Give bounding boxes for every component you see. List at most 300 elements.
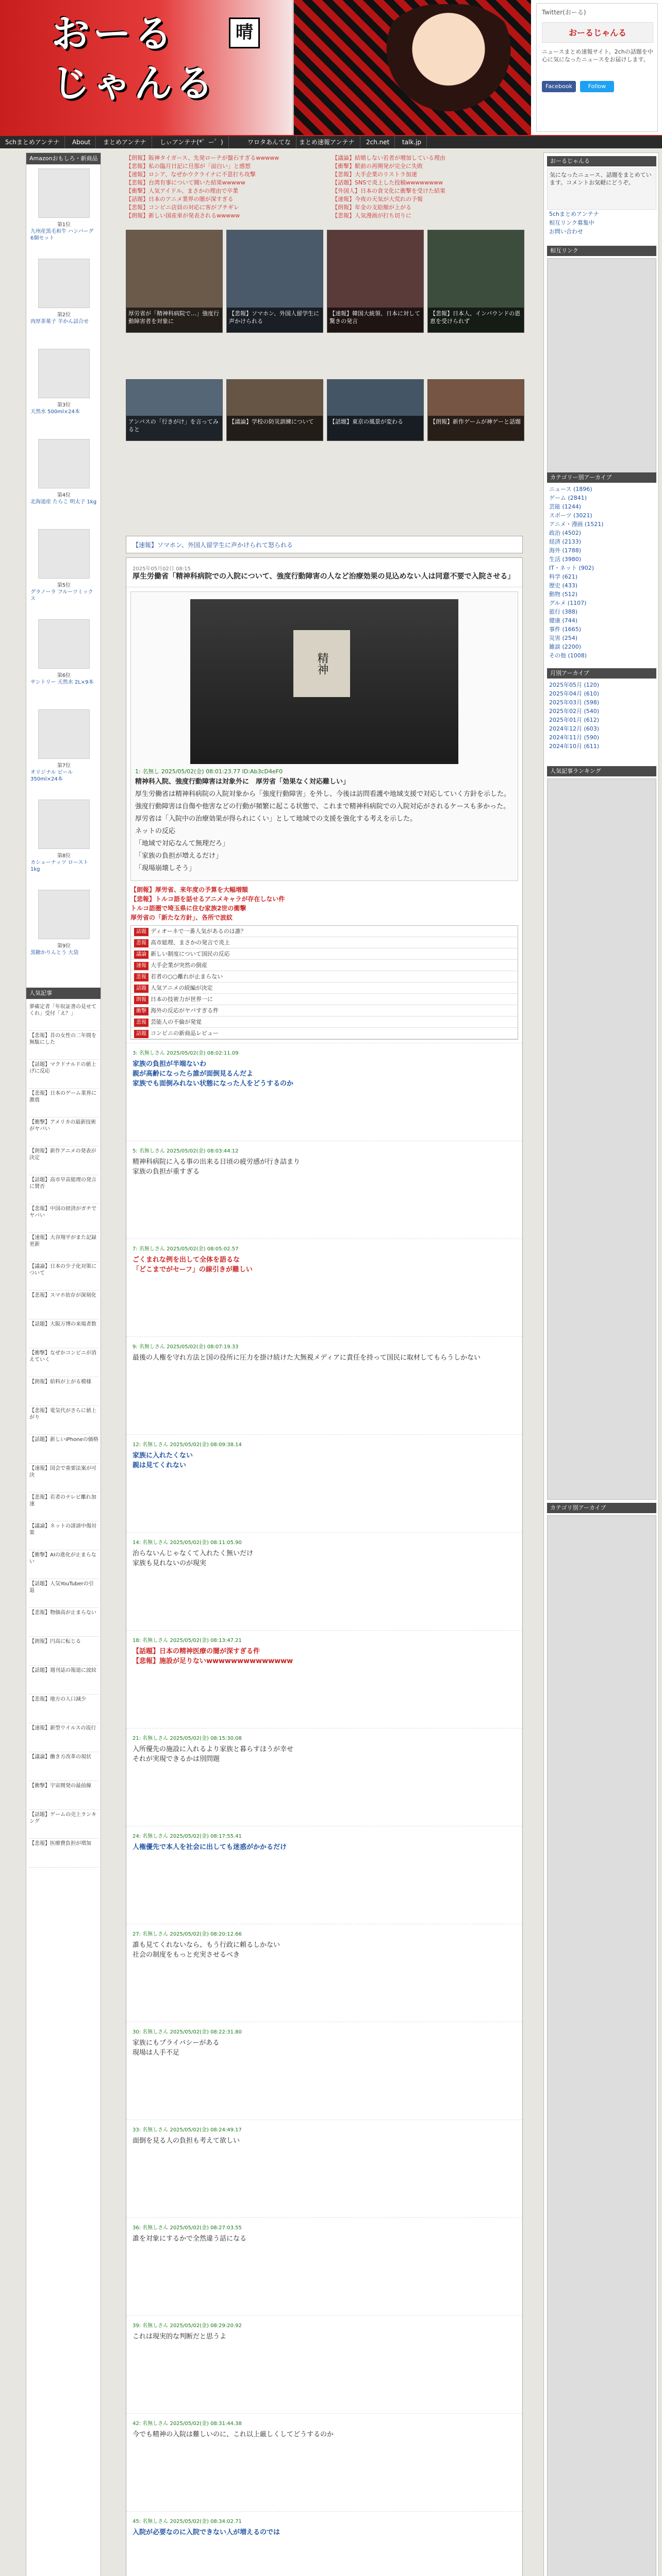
ranking-item[interactable]	[29, 1089, 98, 1117]
ranking-item[interactable]	[29, 1694, 98, 1723]
comment-body: ごくまれな例を出して全体を語るな 「どこまでがセーフ」の線引きが難しい	[133, 1256, 253, 1274]
link-text[interactable]: 人気アニメの続編が決定	[151, 985, 213, 991]
ranking-item[interactable]	[29, 1752, 98, 1781]
comment-header: 42: 名無しさん 2025/05/02(金) 08:31:44.38	[133, 2421, 242, 2427]
comment-header: 18: 名無しさん 2025/05/02(金) 08:13:47.21	[133, 1638, 242, 1643]
link-tag: 話題	[134, 985, 148, 993]
quote-paragraph: 厚生労働省は精神科病院の入院対象から「強度行動障害」を外し、今後は訪問看護や地域支援で対応していく方針を示した。	[135, 790, 511, 798]
top-link[interactable]: 【外国人】日本の食文化に衝撃を受けた結果	[332, 188, 445, 194]
product-rank: 第2位	[57, 312, 71, 318]
comment	[126, 2413, 522, 2511]
comment-header: 45: 名無しさん 2025/05/02(金) 08:34:02.71	[133, 2519, 242, 2524]
category-link[interactable]: スポーツ (3021)	[549, 512, 592, 519]
comment	[126, 2217, 522, 2315]
month-link[interactable]: 2025年04月 (610)	[549, 690, 600, 697]
comment-body: 人権優先で本人を社会に出しても迷惑がかかるだけ	[133, 1843, 287, 1851]
product-rank: 第3位	[57, 402, 71, 408]
link-tag: 悲報	[134, 1019, 148, 1027]
top-link[interactable]: 【速報】ロシア、なぜかウクライナに不意打ち攻撃	[126, 171, 256, 178]
ranking-item-title[interactable]: 【話題】高市早苗総理の発言に賛否	[29, 1177, 96, 1190]
category-link[interactable]: 雑談 (2200)	[549, 643, 582, 650]
thumbnail-caption[interactable]: 【話題】東京の風景が変わる	[327, 416, 423, 440]
amazon-widget-title: Amazonおもしろ・新商品	[26, 153, 101, 164]
thumbnail-card[interactable]	[427, 379, 524, 441]
ranking-item-title[interactable]: 【朗報】新作アニメの発表が決定	[29, 1148, 96, 1161]
ranking-item[interactable]	[29, 1204, 98, 1233]
amazon-item[interactable]	[30, 890, 97, 977]
top-link[interactable]: 【朗報】阪神タイガース、先発ローテが盤石すぎるwwwww	[126, 155, 279, 161]
link-text[interactable]: コンビニの新商品レビュー	[151, 1030, 219, 1037]
product-image[interactable]	[38, 168, 90, 218]
ranking-item-title[interactable]: 【議論】日本の少子化対策について	[29, 1264, 96, 1276]
product-title[interactable]: カシューナッツ ロースト 1kg	[30, 860, 89, 872]
link-text[interactable]: 海外の反応がヤバすぎる件	[151, 1007, 219, 1014]
comment	[126, 2120, 522, 2217]
ranking-item-title[interactable]: 【悲報】電気代がさらに値上がり	[29, 1408, 96, 1420]
ranking-item[interactable]	[29, 1031, 98, 1060]
comment	[126, 2315, 522, 2413]
thumbnail-caption[interactable]: 【悲報】日本人、インバウンドの恩恵を受けられず	[428, 308, 524, 332]
header	[0, 0, 662, 135]
product-title[interactable]: 黒糖かりんとう 大袋	[30, 950, 79, 956]
ranking-item-title[interactable]: 【議論】働き方改革の現状	[29, 1754, 91, 1760]
quote-text	[135, 777, 514, 873]
product-image[interactable]	[38, 619, 90, 669]
related-red-link[interactable]: 【朗報】厚労省、来年度の予算を大幅増額	[130, 886, 249, 893]
top-link[interactable]: 【悲報】人気漫画が打ち切りに	[332, 212, 411, 219]
category-link[interactable]: 旅行 (388)	[549, 608, 578, 615]
related-box-link[interactable]	[131, 926, 518, 937]
ranking-item[interactable]	[29, 1002, 98, 1031]
product-image[interactable]	[38, 529, 90, 579]
thumbnail-card[interactable]	[126, 230, 223, 333]
ranking-item[interactable]	[29, 1233, 98, 1262]
ranking-item[interactable]	[29, 1377, 98, 1406]
category-link[interactable]: 芸能 (1244)	[549, 503, 582, 510]
product-rank: 第6位	[57, 673, 71, 679]
quote-paragraph: 「家族の負担が増えるだけ」	[135, 852, 223, 860]
month-widget-title: 月別アーカイブ	[547, 668, 656, 679]
month-list	[547, 679, 656, 753]
ranking-item[interactable]	[29, 1464, 98, 1493]
comment-body: 誰を対象にするかで全然違う話になる	[133, 2235, 247, 2243]
product-rank: 第7位	[57, 763, 71, 769]
amazon-item[interactable]	[30, 709, 97, 797]
comment	[126, 1924, 522, 2022]
facebook-button[interactable]: Facebook	[542, 81, 576, 92]
comment	[126, 1336, 522, 1434]
about-widget-desc: 気になったニュース、話題をまとめています。コメントお気軽にどうぞ。	[547, 168, 656, 210]
related-red-link[interactable]: トルコ語圏で埼玉県に住む家族2世の衝撃	[130, 905, 246, 912]
article-date: 2025年05月02日 08:15	[133, 566, 191, 572]
thumbnail-card[interactable]	[226, 230, 323, 333]
comment-body: 最後の人権を守れ方法と国の役所に圧力を掛け続けた大無視メディアに責任を持って国民に取材してもらうしかない	[133, 1354, 481, 1362]
category-link[interactable]: 動物 (512)	[549, 591, 578, 598]
ranking-item[interactable]	[29, 1406, 98, 1435]
comment	[126, 1141, 522, 1239]
amazon-item[interactable]	[30, 349, 97, 436]
link-tag: 速報	[134, 962, 148, 970]
quote-paragraph: 精神科入院、強度行動障害は対象外に 厚労省「効果なく対応難しい」	[135, 778, 350, 786]
ranking-item[interactable]	[29, 1117, 98, 1146]
product-rank: 第9位	[57, 943, 71, 949]
top-link[interactable]: 【話題】SNSで炎上した投稿wwwwwwww	[332, 179, 443, 186]
category-link[interactable]: 健康 (744)	[549, 617, 578, 624]
product-title[interactable]: グラノーラ フルーツミックス	[30, 589, 93, 602]
nav-item-talkjp[interactable]: talk.jp	[397, 136, 427, 148]
month-link[interactable]: 2024年10月 (611)	[549, 743, 600, 750]
top-link[interactable]: 【悲報】大手企業のリストラ加速	[332, 171, 417, 178]
comment	[126, 1826, 522, 1924]
article-title[interactable]: 厚生労働省「精神科病院での入院について、強度行動障害の人など治療効果の見込めない人は同意不要で入院させる」	[133, 572, 515, 581]
ranking-item-title[interactable]: 【話題】新しいiPhoneの価格	[29, 1437, 98, 1443]
category-link[interactable]: 経済 (2133)	[549, 538, 582, 545]
ranking-item[interactable]	[29, 1723, 98, 1752]
link-tag: 衝撃	[134, 1007, 148, 1015]
ranking-item[interactable]	[29, 1550, 98, 1579]
category-link[interactable]: ニュース (1896)	[549, 486, 592, 493]
ranking-item[interactable]	[29, 1839, 98, 1868]
right-sidebar	[543, 152, 659, 2576]
month-widget	[547, 668, 656, 753]
nav-item-sokuhou[interactable]: まとめ速報アンテナ	[294, 136, 360, 148]
thumbnail-caption[interactable]: 【速報】韓国大統領、日本に対して驚きの発言	[327, 308, 423, 332]
link-tag: 悲報	[134, 939, 148, 947]
link-banner-area[interactable]	[547, 258, 656, 474]
ranking-item[interactable]	[29, 1146, 98, 1175]
product-image[interactable]	[38, 890, 90, 939]
thumbnail-caption[interactable]: 【悲報】ソマホン、外国人留学生に声かけられる	[227, 308, 323, 332]
ranking-item-title[interactable]: 【話題】週刊誌の報道に波紋	[29, 1668, 96, 1673]
thumbnail-card[interactable]	[327, 230, 424, 333]
ranking-image-area[interactable]	[547, 778, 656, 1500]
about-link[interactable]: お問い合わせ	[549, 228, 583, 235]
product-image[interactable]	[38, 709, 90, 759]
product-rank: 第1位	[57, 222, 71, 228]
ranking-item-title[interactable]: 【衝撃】AIの進化が止まらない	[29, 1552, 96, 1565]
about-link[interactable]: 相互リンク募集中	[549, 219, 594, 226]
comment-list	[126, 1043, 522, 2576]
category-list	[547, 483, 656, 662]
quote-paragraph: 強度行動障害は自傷や他害などの行動が頻繁に起こる状態で、これまで精神科病院での入院対応がされるケースも多かった。	[135, 803, 510, 810]
ranking-item[interactable]	[29, 1291, 98, 1319]
about-link[interactable]: 5chまとめアンテナ	[549, 211, 599, 217]
related-box-link[interactable]	[131, 971, 518, 982]
comment	[126, 1630, 522, 1728]
left-sidebar	[26, 152, 101, 2576]
comment	[126, 2022, 522, 2120]
twitter-follow-button[interactable]: Follow	[580, 81, 614, 92]
comment-header: 30: 名無しさん 2025/05/02(金) 08:22:31.80	[133, 2029, 242, 2035]
article-top-note[interactable]: 【速報】ソマホン、外国人留学生に声かけられて怒られる	[133, 541, 293, 549]
nav-item-2chnet[interactable]: 2ch.net	[361, 136, 395, 148]
amazon-item[interactable]	[30, 168, 97, 256]
category-link[interactable]: 事件 (1665)	[549, 626, 582, 633]
month-link[interactable]: 2025年01月 (612)	[549, 717, 600, 723]
ranking-item[interactable]	[29, 1319, 98, 1348]
ranking-item-title[interactable]: 【速報】新型ウイルスの流行	[29, 1725, 96, 1731]
category-widget-title: カテゴリー別アーカイブ	[547, 472, 656, 483]
comment	[126, 1434, 522, 1532]
category-link[interactable]: その他 (1008)	[549, 652, 587, 659]
product-image[interactable]	[38, 800, 90, 849]
ranking-item-title[interactable]: 【衝撃】アメリカの最新技術がヤバい	[29, 1120, 96, 1132]
about-widget	[547, 156, 656, 236]
thumbnail-caption[interactable]: 【朗報】新作ゲームが神ゲーと話題	[428, 416, 524, 440]
main-content	[103, 152, 538, 2576]
comment-body: 誰も見てくれないなら、もう行政に頼るしかない 社会の制度をもっと充実させるべき	[133, 1941, 280, 1959]
logo-line-2: じゃんる	[52, 61, 217, 106]
site-banner[interactable]	[0, 0, 531, 135]
nav-item-matome-antenna[interactable]: まとめアンテナ	[98, 136, 152, 148]
related-red-links	[130, 885, 518, 922]
nav-item-antenna[interactable]: 5chまとめアンテナ	[0, 136, 65, 148]
comment-body: 今でも精神の入院は難しいのに、これ以上厳しくしてどうするのか	[133, 2431, 334, 2438]
related-box-link[interactable]	[131, 994, 518, 1005]
top-link[interactable]: 【速報】今夜の天気が大荒れの予報	[332, 196, 423, 202]
category-link[interactable]: 災害 (254)	[549, 635, 578, 641]
comment-header: 12: 名無しさん 2025/05/02(金) 08:09:38.14	[133, 1442, 242, 1448]
ranking-item[interactable]	[29, 1781, 98, 1810]
comment-body: 治らないんじゃなくて入れたく無いだけ 家族も見れないのが現実	[133, 1550, 254, 1567]
link-widget	[547, 246, 656, 474]
ranking-item[interactable]	[29, 1435, 98, 1464]
comment	[126, 1239, 522, 1336]
ranking-item-title[interactable]: 【悲報】日本のゲーム業界に激震	[29, 1091, 96, 1103]
ranking-item-title[interactable]: 【悲報】物価高が止まらない	[29, 1610, 96, 1616]
thumbnail-caption[interactable]: 厚労省が「精神科病院で…」強度行動障害者を対象に	[126, 308, 222, 332]
category-link[interactable]: アニメ・漫画 (1521)	[549, 521, 604, 528]
ranking-item-title[interactable]: 【衝撃】なぜかコンビニが消えていく	[29, 1350, 96, 1363]
category-archive-image-area[interactable]	[547, 1515, 656, 2576]
ranking-item-title[interactable]: 【話題】ゲームの売上ランキング	[29, 1812, 96, 1824]
ranking-item-title[interactable]: 【話題】人気YouTuberの引退	[29, 1581, 94, 1594]
ranking-item-title[interactable]: 【朗報】円高に転じる	[29, 1639, 81, 1645]
product-title[interactable]: 天然水 500ml×24本	[30, 409, 80, 415]
category-link[interactable]: IT・ネット (902)	[549, 565, 594, 571]
month-link[interactable]: 2025年03月 (598)	[549, 699, 600, 706]
comment-header: 24: 名無しさん 2025/05/02(金) 08:17:55.41	[133, 1834, 242, 1839]
ranking-item-title[interactable]: 【悲報】医療費負担が増加	[29, 1841, 91, 1846]
related-box-link[interactable]	[131, 982, 518, 994]
ranking-item[interactable]	[29, 1608, 98, 1637]
link-tag: 議論	[134, 951, 148, 959]
ranking-widget	[26, 988, 101, 999]
logo-line-1: おーる	[52, 12, 175, 56]
ranking-item-title[interactable]: 【速報】国会で重要法案が可決	[29, 1466, 96, 1478]
link-widget-title: 相互リンク	[547, 246, 656, 256]
related-box-links	[130, 925, 518, 1040]
link-text[interactable]: 若者の○○離れが止まらない	[151, 973, 223, 980]
product-title[interactable]: 北海道産 たらこ 明太子 1kg	[30, 499, 97, 505]
comment-header: 21: 名無しさん 2025/05/02(金) 08:15:30.08	[133, 1736, 242, 1741]
side-panel-logo[interactable]: おーるじゃんる	[542, 22, 653, 43]
ranking-item-title[interactable]: 【速報】大谷翔平がまた記録更新	[29, 1235, 96, 1247]
ranking-item-title[interactable]: 【話題】大阪万博の来場者数	[29, 1321, 96, 1327]
article-header	[126, 558, 522, 587]
quote-paragraph: ネットの反応	[135, 827, 176, 835]
top-link[interactable]: 【議論】結婚しない若者が増加している理由	[332, 155, 445, 161]
product-title[interactable]: 九州産黒毛和牛 ハンバーグ 6個セット	[30, 229, 94, 241]
about-widget-title: おーるじゃんる	[547, 156, 656, 166]
logo-seal: 晴	[229, 18, 260, 48]
top-link[interactable]: 【悲報】台湾有事について聞いた結果wwwww	[126, 179, 245, 186]
comment-header: 7: 名無しさん 2025/05/02(金) 08:05:02.57	[133, 1246, 239, 1252]
comment-body: 面倒を見る人の負担も考えて欲しい	[133, 2137, 240, 2145]
thumbnail-caption[interactable]: アンパスの「行きがけ」を言ってみると	[126, 416, 222, 440]
related-box-link[interactable]	[131, 948, 518, 960]
comment-body: 入所優先の施設に入れるより家族と暮らすほうが幸せ それが実現できるかは別問題	[133, 1745, 294, 1763]
link-text[interactable]: 高市総理、まさかの発言で炎上	[151, 939, 230, 946]
comment-header: 3: 名無しさん 2025/05/02(金) 08:02:11.09	[133, 1050, 239, 1056]
top-link[interactable]: 【朗報】新しい国産車が発表されるwwwww	[126, 212, 240, 219]
comment	[126, 2511, 522, 2576]
category-link[interactable]: ゲーム (2841)	[549, 495, 587, 501]
amazon-item[interactable]	[30, 619, 97, 707]
ranking-item-title[interactable]: 【悲報】若者のテレビ離れ加速	[29, 1495, 96, 1507]
top-link[interactable]: 【悲報】コンビニ店員の対応に客がブチギレ	[126, 204, 239, 211]
global-nav	[0, 135, 662, 148]
link-tag: 話題	[134, 1030, 148, 1038]
amazon-item[interactable]	[30, 529, 97, 617]
product-title[interactable]: オリジナル ビール 350ml×24本	[30, 770, 73, 782]
related-red-link[interactable]: 【悲報】トルコ語を話せるアニメキャラが存在しない件	[130, 895, 285, 903]
comment-body: これは現実的な判断だと思うよ	[133, 2333, 227, 2341]
month-link[interactable]: 2024年12月 (603)	[549, 725, 600, 732]
side-panel-title: Twitter(おーる)	[542, 9, 586, 16]
link-text[interactable]: 新しい制度について国民の反応	[151, 951, 230, 957]
category-widget	[547, 472, 656, 662]
quote-paragraph: 厚労省は「入院中の治療効果が得られにくい」として地域での支援を強化する考えを示した。	[135, 815, 417, 823]
amazon-item[interactable]	[30, 800, 97, 887]
thumbnail-card[interactable]	[327, 379, 424, 441]
ranking-item-title[interactable]: 【悲報】スマホ依存が深刻化	[29, 1293, 96, 1298]
product-title[interactable]: 肉厚茶菓子 羊かん詰合せ	[30, 319, 89, 325]
top-link[interactable]: 【悲報】私の臨月日記に旦那が「面白い」と感想	[126, 163, 251, 170]
ranking-item[interactable]	[29, 1262, 98, 1291]
comment-body: 家族の負担が半端ないわ 親が高齢になったら誰が面倒見るんだよ 家族でも面倒みれない状態になった人をどうするのか	[133, 1060, 294, 1088]
amazon-item[interactable]	[30, 439, 97, 527]
article-image	[190, 599, 458, 764]
product-rank: 第4位	[57, 493, 71, 498]
ranking-item[interactable]	[29, 1175, 98, 1204]
comment-body: 家族に入れたくない 親は見てくれない	[133, 1452, 193, 1469]
res-header: 1: 名無し 2025/05/02(金) 08:01:23.77 ID:Ab3cD4eF0	[135, 768, 283, 775]
comment-header: 36: 名無しさん 2025/05/02(金) 08:27:03.55	[133, 2225, 242, 2231]
ranking-item-title[interactable]: 【議論】ネットの誹謗中傷対策	[29, 1523, 96, 1536]
product-title[interactable]: サントリー 天然水 2L×9本	[30, 680, 94, 685]
category-link[interactable]: グルメ (1107)	[549, 600, 587, 606]
related-box-link[interactable]	[131, 1028, 518, 1039]
ranking-item-title[interactable]: 【悲報】中国の経済がガチでヤバい	[29, 1206, 96, 1218]
ranking-item[interactable]	[29, 1810, 98, 1839]
comment-body: 【話題】日本の精神医療の闇が深すぎる件 【悲報】施設が足りないwwwwwwwwwwwwww	[133, 1648, 293, 1665]
ranking-item-title[interactable]: 【悲報】地方の人口減少	[29, 1697, 86, 1702]
top-link[interactable]: 【朗報】年金の支給額が上がる	[332, 204, 411, 211]
ranking-item[interactable]	[29, 1060, 98, 1089]
ranking-image-widget	[547, 766, 656, 1500]
link-text[interactable]: 芸能人の不倫が発覚	[151, 1019, 202, 1025]
comment-body: 精神科病院に入る事の出来る日頃の疲労感が行き詰まり 家族の負担が重すぎる	[133, 1158, 301, 1176]
product-image[interactable]	[38, 259, 90, 308]
nav-item-warota[interactable]: ワロタあんてな	[242, 136, 296, 148]
ranking-item[interactable]	[29, 1493, 98, 1521]
ranking-item[interactable]	[29, 1666, 98, 1694]
month-link[interactable]: 2025年05月 (120)	[549, 682, 600, 688]
amazon-item[interactable]	[30, 259, 97, 346]
comment	[126, 1043, 522, 1141]
related-box-link[interactable]	[131, 1005, 518, 1016]
article-top-note-box	[126, 536, 523, 553]
ranking-item-title[interactable]: 夢確定者「年収証書の見せてくれ」受付「え？」	[29, 1004, 96, 1016]
ranking-item[interactable]	[29, 1579, 98, 1608]
category-link[interactable]: 生活 (3980)	[549, 556, 582, 563]
ranking-item[interactable]	[29, 1348, 98, 1377]
product-image[interactable]	[38, 439, 90, 488]
comment	[126, 1532, 522, 1630]
category-link[interactable]: 歴史 (433)	[549, 582, 578, 589]
article	[126, 557, 523, 2576]
ranking-item-title[interactable]: 【悲報】昔の女性の二年間を無駄にした	[29, 1033, 96, 1045]
link-text[interactable]: 日本の技術力が世界一に	[151, 996, 213, 1003]
thumbnail-card[interactable]	[427, 230, 524, 333]
quote-paragraph: 「現場崩壊しそう」	[135, 865, 196, 872]
ranking-item-title[interactable]: 【衝撃】宇宙開発の最前線	[29, 1783, 91, 1789]
article-quote	[130, 591, 518, 881]
link-text[interactable]: 大手企業が突然の倒産	[151, 962, 207, 969]
related-red-link[interactable]: 厚労省の「新たな方針」、各所で波紋	[130, 914, 233, 921]
ranking-item[interactable]	[29, 1521, 98, 1550]
nav-item-about[interactable]: About	[67, 136, 96, 148]
link-tag: 話題	[134, 928, 148, 936]
comment	[126, 1728, 522, 1826]
comment-body: 家族にもプライバシーがある 現場は人手不足	[133, 2039, 220, 2057]
comment-header: 27: 名無しさん 2025/05/02(金) 08:20:12.66	[133, 1931, 242, 1937]
comment-header: 14: 名無しさん 2025/05/02(金) 08:11:05.90	[133, 1540, 242, 1546]
related-box-link[interactable]	[131, 1016, 518, 1028]
header-side-panel	[536, 3, 658, 132]
product-rank: 第8位	[57, 853, 71, 859]
month-link[interactable]: 2024年11月 (590)	[549, 734, 600, 741]
ranking-item-title[interactable]: 【話題】マクドナルドの値上げに反応	[29, 1062, 96, 1074]
ranking-list	[29, 1002, 98, 1868]
category-link[interactable]: 科学 (621)	[549, 573, 578, 580]
quote-paragraph: 「地域で対応なんて無理だろ」	[135, 840, 229, 848]
ranking-item[interactable]	[29, 1637, 98, 1666]
related-box-link[interactable]	[131, 937, 518, 948]
category-link[interactable]: 海外 (1788)	[549, 547, 582, 554]
product-image[interactable]	[38, 349, 90, 398]
thumbnail-card[interactable]	[226, 379, 323, 441]
ranking-item-title[interactable]: 【朗報】給料が上がる模様	[29, 1379, 91, 1385]
top-link[interactable]: 【衝撃】駅前の再開発が完全に失敗	[332, 163, 423, 170]
ranking-widget-title: 人気記事	[26, 988, 101, 999]
thumbnail-card[interactable]	[126, 379, 223, 441]
comment-header: 39: 名無しさん 2025/05/02(金) 08:29:20.92	[133, 2323, 242, 2329]
category-link[interactable]: 政治 (4502)	[549, 530, 582, 536]
top-link[interactable]: 【衝撃】人気アイドル、まさかの理由で卒業	[126, 188, 239, 194]
banner-character-illustration	[371, 4, 526, 133]
top-link[interactable]: 【話題】日本のアニメ業界の闇が深すぎる	[126, 196, 234, 202]
related-box-link[interactable]	[131, 960, 518, 971]
thumbnail-caption[interactable]: 【議論】学校の防災訓練について	[227, 416, 323, 440]
link-text[interactable]: ディオーネで一番人気があるのは誰？	[151, 928, 246, 935]
nav-item-shii-antenna[interactable]: しぃアンテナ(*゜ー゜)	[155, 136, 229, 148]
article-image-sign: 精神	[293, 630, 350, 697]
category-archive-widget	[547, 1503, 656, 2576]
comment-header: 9: 名無しさん 2025/05/02(金) 08:07:19.33	[133, 1344, 239, 1350]
month-link[interactable]: 2025年02月 (540)	[549, 708, 600, 715]
